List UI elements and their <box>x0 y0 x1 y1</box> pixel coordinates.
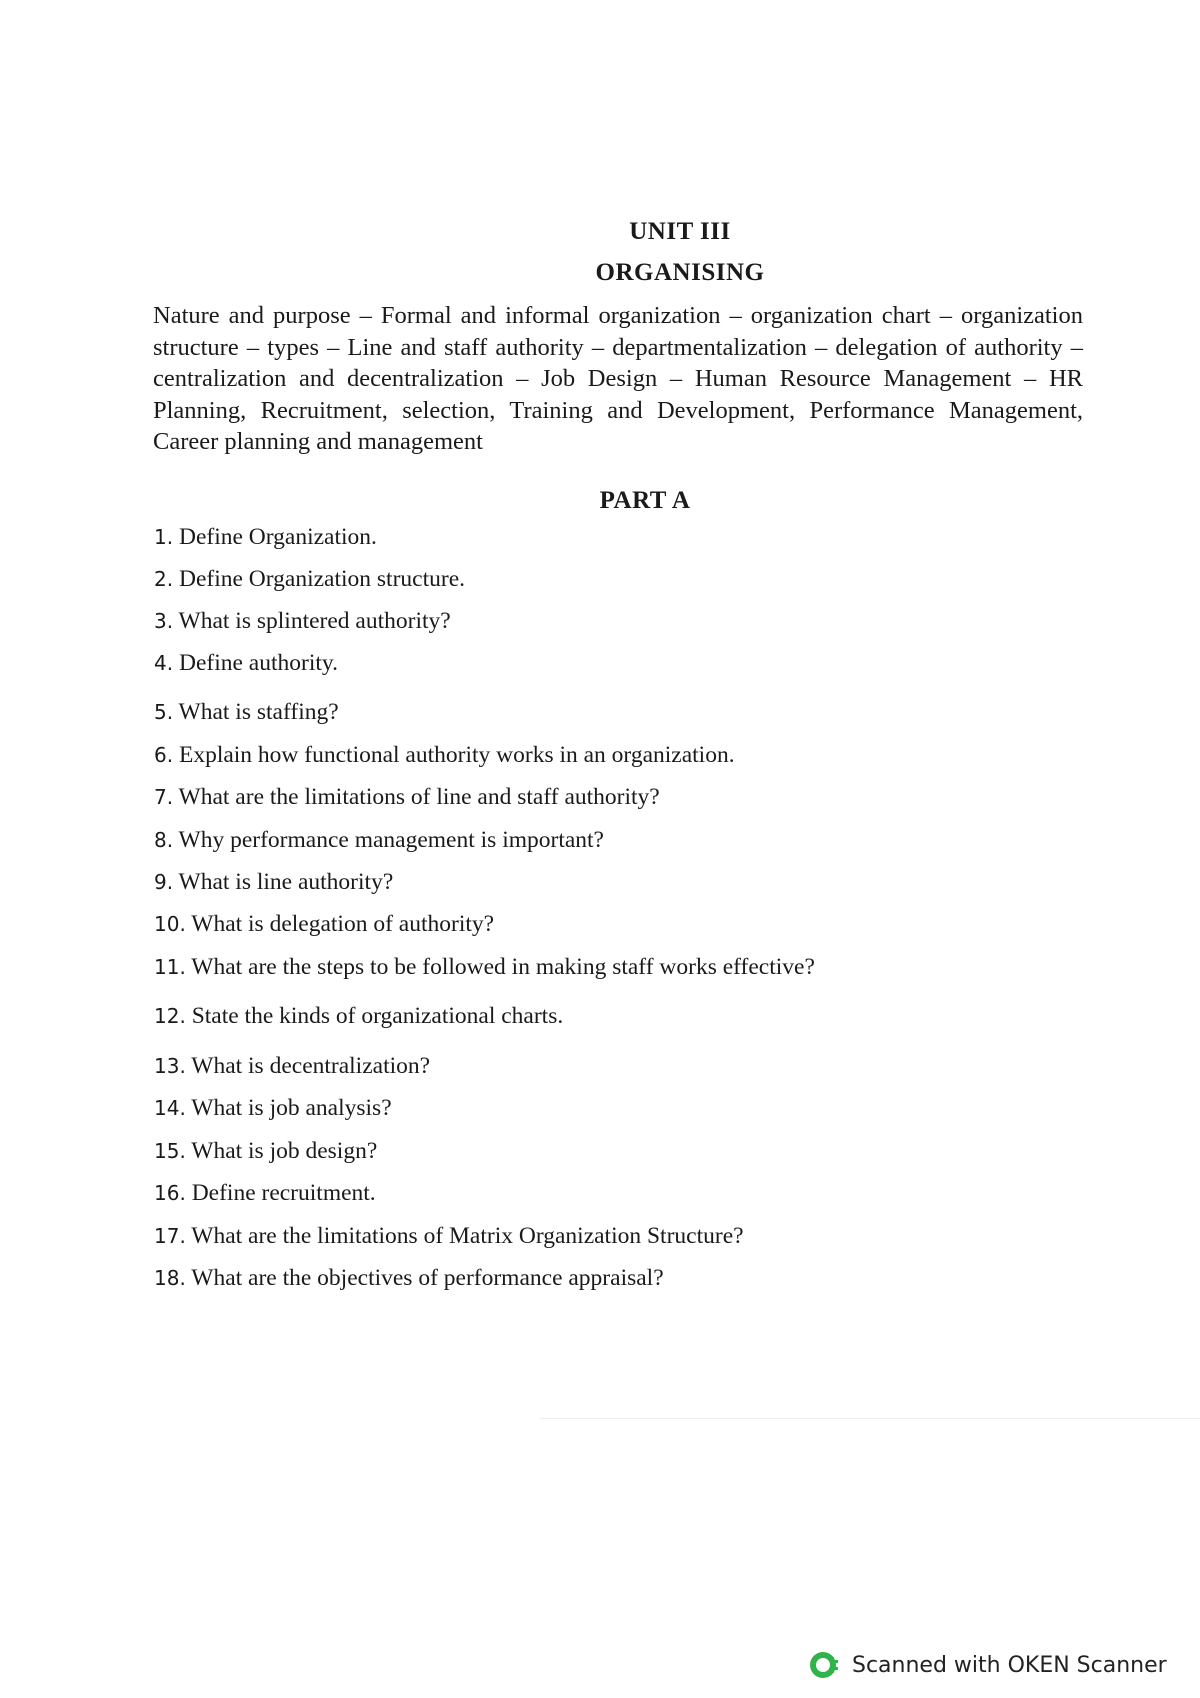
question-item <box>154 1265 664 1292</box>
question-number: 3. <box>154 609 174 633</box>
question-item <box>154 524 377 551</box>
question-number: 1. <box>154 525 174 549</box>
question-number: 18. <box>154 1266 186 1290</box>
question-item <box>154 650 338 677</box>
question-text: Define Organization. <box>178 524 377 550</box>
question-number: 9. <box>154 870 174 894</box>
oken-scanner-logo-icon <box>808 1648 842 1682</box>
syllabus-paragraph: Nature and purpose – Formal and informal organization – organization chart – organization structure – types – Line and staff authority – departmentalization – delegation of authority – centralization and decentralization – Job Design – Human Resource Management – HR Planning, Recruitment, selection, Training and Development, Performance Management, Career planning and management <box>153 302 1083 455</box>
part-a-heading: PART A <box>599 487 691 514</box>
question-number: 10. <box>154 912 186 936</box>
question-number: 17. <box>154 1224 186 1248</box>
scan-edge-line <box>540 1418 1200 1419</box>
question-text: What is delegation of authority? <box>191 911 495 937</box>
question-text: What is decentralization? <box>191 1053 431 1079</box>
question-item <box>154 742 735 769</box>
question-text: What are the limitations of line and staff authority? <box>178 784 660 810</box>
question-item <box>154 827 604 854</box>
question-text: What are the steps to be followed in making staff works effective? <box>191 954 815 980</box>
question-item <box>154 1003 563 1030</box>
question-text: State the kinds of organizational charts. <box>191 1003 564 1029</box>
question-number: 5. <box>154 700 174 724</box>
unit-title: UNIT III <box>629 218 731 245</box>
question-item <box>154 566 465 593</box>
question-number: 6. <box>154 743 174 767</box>
question-text: Define recruitment. <box>191 1180 376 1206</box>
subject-title: ORGANISING <box>595 259 765 286</box>
question-number: 12. <box>154 1004 186 1028</box>
question-text: Why performance management is important? <box>178 827 604 853</box>
scanner-watermark-text: Scanned with OKEN Scanner <box>852 1652 1167 1678</box>
question-number: 14. <box>154 1096 186 1120</box>
question-item <box>154 954 815 981</box>
question-number: 8. <box>154 828 174 852</box>
question-item <box>154 784 660 811</box>
question-item <box>154 1180 376 1207</box>
question-number: 13. <box>154 1054 186 1078</box>
question-item <box>154 699 339 726</box>
question-item <box>154 911 494 938</box>
question-text: What are the objectives of performance appraisal? <box>191 1265 664 1291</box>
question-number: 4. <box>154 651 174 675</box>
question-item <box>154 1223 744 1250</box>
question-text: Define Organization structure. <box>178 566 465 592</box>
question-text: Define authority. <box>178 650 338 676</box>
question-text: What is staffing? <box>178 699 339 725</box>
question-text: What is splintered authority? <box>178 608 451 634</box>
question-item <box>154 1138 377 1165</box>
scanner-watermark <box>808 1648 1167 1682</box>
question-text: What is job design? <box>191 1138 378 1164</box>
question-text: What are the limitations of Matrix Organization Structure? <box>191 1223 744 1249</box>
question-item <box>154 608 451 635</box>
question-text: What is line authority? <box>178 869 394 895</box>
question-item <box>154 1095 392 1122</box>
question-number: 2. <box>154 567 174 591</box>
question-text: What is job analysis? <box>191 1095 392 1121</box>
question-number: 15. <box>154 1139 186 1163</box>
question-text: Explain how functional authority works in an organization. <box>178 742 735 768</box>
question-number: 16. <box>154 1181 186 1205</box>
question-item <box>154 1053 430 1080</box>
question-number: 11. <box>154 955 186 979</box>
question-number: 7. <box>154 785 174 809</box>
question-item <box>154 869 393 896</box>
